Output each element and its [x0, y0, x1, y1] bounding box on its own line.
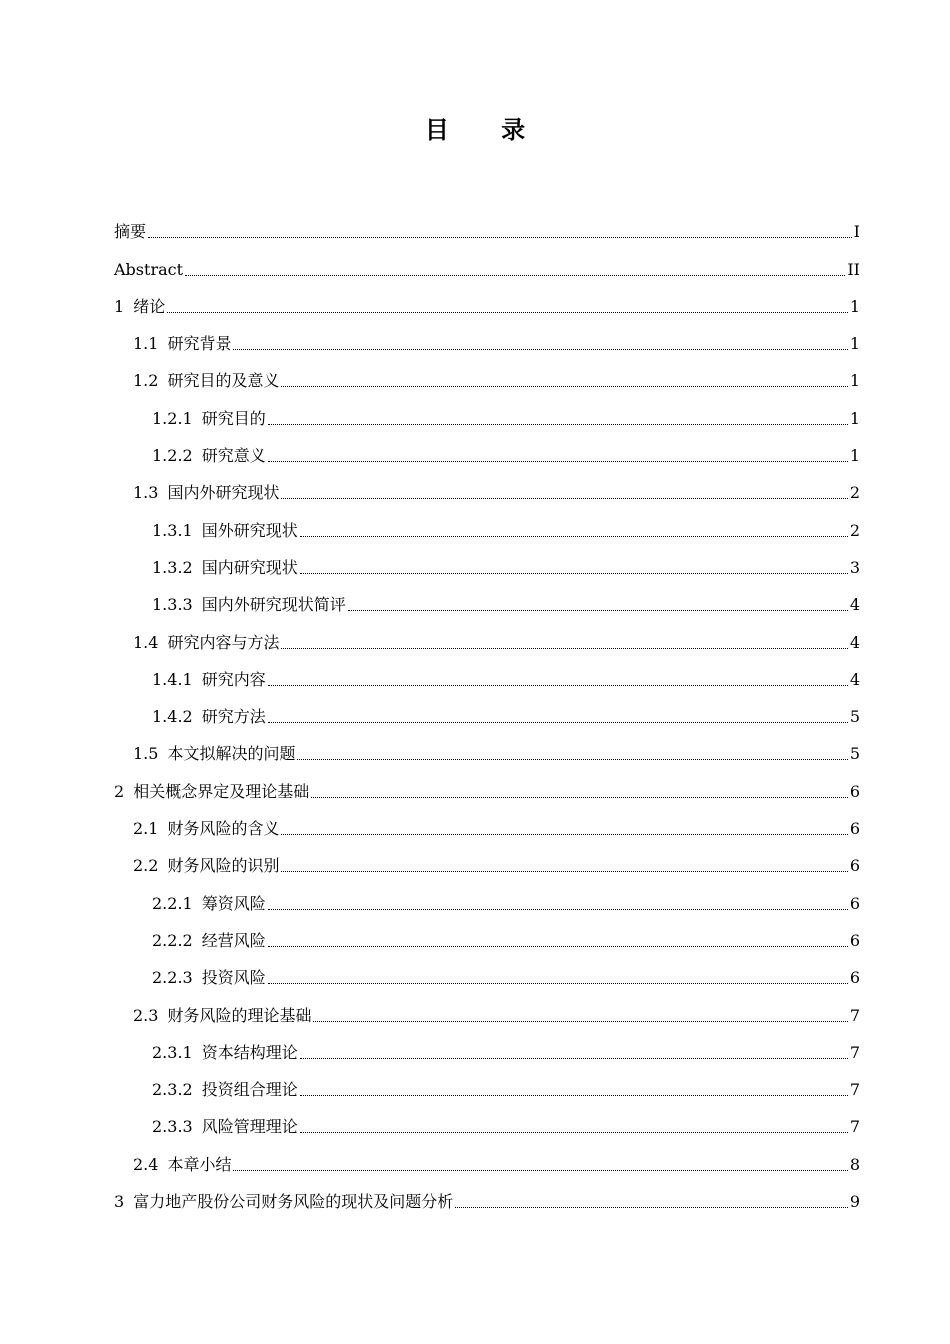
toc-entry[interactable]: [114, 508, 860, 545]
toc-entry-label: [152, 408, 266, 430]
toc-entry-text: 研究意义: [201, 446, 266, 466]
toc-entry[interactable]: [114, 881, 860, 918]
toc-entry-text: 研究背景: [167, 334, 232, 354]
toc-dot-leader: [300, 1057, 848, 1059]
toc-entry[interactable]: [114, 844, 860, 881]
toc-entry-label: [152, 967, 266, 989]
toc-dot-leader: [281, 385, 847, 387]
toc-entry[interactable]: [114, 247, 860, 284]
toc-dot-leader: [268, 908, 848, 910]
toc-entry-number: 1.3.3: [152, 595, 193, 615]
toc-entry[interactable]: [114, 807, 860, 844]
toc-entry-text: 国外研究现状: [201, 520, 298, 540]
toc-entry[interactable]: [114, 993, 860, 1030]
toc-page-number: 3: [849, 557, 860, 577]
toc-dot-leader: [268, 423, 848, 425]
toc-entry-text: 研究目的及意义: [167, 371, 280, 391]
toc-entry-number: 1.1: [133, 334, 159, 354]
toc-entry-label: [152, 1079, 298, 1101]
toc-entry-number: 1.3.2: [152, 557, 193, 577]
toc-entry-number: 2.2.2: [152, 930, 193, 950]
toc-entry-number: 2.2.3: [152, 968, 193, 988]
toc-dot-leader: [233, 1169, 847, 1171]
toc-page-number: 7: [849, 1080, 860, 1100]
toc-entry[interactable]: [114, 1031, 860, 1068]
toc-entry-number: 1.3: [133, 483, 159, 503]
toc-entry-number: 2.3.1: [152, 1042, 193, 1062]
toc-page-number: I: [853, 222, 860, 242]
toc-entry[interactable]: [114, 919, 860, 956]
toc-entry-label: [133, 370, 279, 392]
toc-entry-number: 2.3.2: [152, 1080, 193, 1100]
toc-dot-leader: [313, 1020, 847, 1022]
toc-entry-number: 1.3.1: [152, 520, 193, 540]
toc-page-number: 7: [849, 1005, 860, 1025]
toc-entry-text: 风险管理理论: [201, 1117, 298, 1137]
toc-entry-text: 经营风险: [201, 930, 266, 950]
toc-entry-number: 1.2: [133, 371, 159, 391]
toc-entry-text: 筹资风险: [201, 893, 266, 913]
toc-entry[interactable]: [114, 359, 860, 396]
toc-page-number: 7: [849, 1042, 860, 1062]
toc-dot-leader: [268, 684, 848, 686]
toc-entry-number: 2.4: [133, 1154, 159, 1174]
toc-entry-text: 富力地产股份公司财务风险的现状及问题分析: [133, 1192, 454, 1212]
toc-dot-leader: [300, 1131, 848, 1133]
toc-entry-label: [152, 594, 346, 616]
toc-entry-text: 财务风险的理论基础: [167, 1005, 312, 1025]
toc-entry-text: 资本结构理论: [201, 1042, 298, 1062]
toc-entry-label: [152, 520, 298, 542]
toc-entry-label: [133, 855, 279, 877]
toc-entry-label: [114, 259, 183, 281]
toc-dot-leader: [348, 609, 848, 611]
toc-dot-leader: [281, 497, 847, 499]
toc-entry-label: [133, 333, 231, 355]
toc-entry-text: 研究目的: [201, 408, 266, 428]
toc-dot-leader: [300, 1094, 848, 1096]
toc-dot-leader: [167, 311, 848, 313]
toc-entry-text: 国内外研究现状简评: [201, 595, 346, 615]
toc-entry-text: 国内研究现状: [201, 557, 298, 577]
toc-entry-label: [152, 445, 266, 467]
toc-entry-label: [114, 221, 146, 243]
toc-dot-leader: [268, 945, 848, 947]
toc-entry-label: [133, 632, 279, 654]
toc-entry-label: [152, 930, 266, 952]
toc-entry-number: 1.2.1: [152, 408, 193, 428]
toc-dot-leader: [297, 758, 847, 760]
toc-page-number: 4: [849, 595, 860, 615]
toc-entry-label: [152, 557, 298, 579]
toc-page-number: 1: [849, 334, 860, 354]
toc-entry[interactable]: [114, 546, 860, 583]
toc-dot-leader: [268, 982, 848, 984]
toc-entry-text: 投资风险: [201, 968, 266, 988]
toc-entry[interactable]: [114, 620, 860, 657]
toc-page-number: 4: [849, 669, 860, 689]
toc-entry-text: 本章小结: [167, 1154, 232, 1174]
toc-page-number: 1: [849, 446, 860, 466]
toc-entry-label: [114, 296, 165, 318]
toc-entry-label: [152, 669, 266, 691]
toc-dot-leader: [148, 236, 852, 238]
toc-entry-text: 摘要: [114, 222, 147, 242]
toc-dot-leader: [268, 721, 848, 723]
toc-entry-label: [152, 893, 266, 915]
toc-page-number: 1: [849, 296, 860, 316]
toc-entry-label: [152, 706, 266, 728]
toc-entry[interactable]: [114, 396, 860, 433]
toc-entry-label: [133, 482, 279, 504]
toc-entry-number: 1.4.1: [152, 669, 193, 689]
toc-dot-leader: [311, 796, 848, 798]
toc-page-number: 8: [849, 1154, 860, 1174]
toc-entry-number: 2.2.1: [152, 893, 193, 913]
toc-entry[interactable]: [114, 658, 860, 695]
toc-entry-number: 2: [114, 781, 125, 801]
toc-entry-text: 绪论: [133, 296, 166, 316]
toc-entry[interactable]: [114, 583, 860, 620]
toc-entry-number: 2.1: [133, 819, 159, 839]
toc-entry-label: [133, 818, 279, 840]
toc-page-number: 5: [849, 707, 860, 727]
toc-page-number: 6: [849, 856, 860, 876]
toc-entry-number: 3: [114, 1192, 125, 1212]
toc-dot-leader: [185, 274, 845, 276]
toc-page-number: 1: [849, 408, 860, 428]
toc-entry-text: 本文拟解决的问题: [167, 744, 296, 764]
toc-entry-text: 研究内容: [201, 669, 266, 689]
toc-dot-leader: [233, 348, 847, 350]
toc-entry-number: 1.4: [133, 632, 159, 652]
toc-entry-label: [114, 1191, 453, 1213]
toc-entry-label: [133, 1005, 311, 1027]
toc-entry[interactable]: [114, 769, 860, 806]
toc-entry[interactable]: [114, 956, 860, 993]
toc-page-number: 6: [849, 968, 860, 988]
toc-entry-text: Abstract: [114, 259, 184, 279]
toc-entry[interactable]: [114, 434, 860, 471]
toc-page-number: 7: [849, 1117, 860, 1137]
page-title: 目 录: [424, 116, 548, 144]
toc-entry-text: 财务风险的含义: [167, 819, 280, 839]
toc-dot-leader: [268, 460, 848, 462]
toc-entry-text: 财务风险的识别: [167, 856, 280, 876]
toc-entry-label: [133, 743, 295, 765]
toc-entry-number: 2.3.3: [152, 1117, 193, 1137]
toc-page-number: 2: [849, 483, 860, 503]
toc-entry-label: [152, 1116, 298, 1138]
toc-entry[interactable]: [114, 285, 860, 322]
toc-entry-number: 1: [114, 296, 125, 316]
toc-page-number: 6: [849, 893, 860, 913]
toc-page-number: 2: [849, 520, 860, 540]
toc-page-number: II: [847, 259, 860, 279]
toc-dot-leader: [281, 647, 847, 649]
toc-entry-text: 研究方法: [201, 707, 266, 727]
toc-page-number: 6: [849, 819, 860, 839]
toc-page-number: 9: [849, 1192, 860, 1212]
toc-dot-leader: [281, 870, 847, 872]
toc-dot-leader: [281, 833, 847, 835]
toc-dot-leader: [455, 1206, 848, 1208]
toc-entry-text: 研究内容与方法: [167, 632, 280, 652]
toc-entry[interactable]: [114, 732, 860, 769]
toc-entry[interactable]: [114, 322, 860, 359]
toc-entry[interactable]: [114, 471, 860, 508]
toc-page-number: 1: [849, 371, 860, 391]
toc-entry[interactable]: [114, 1142, 860, 1179]
toc-page-number: 4: [849, 632, 860, 652]
toc-entry-label: [152, 1042, 298, 1064]
toc-entry-text: 相关概念界定及理论基础: [133, 781, 310, 801]
toc-entry[interactable]: [114, 1105, 860, 1142]
toc-entry[interactable]: [114, 1180, 860, 1217]
toc-entry-text: 国内外研究现状: [167, 483, 280, 503]
toc-entry-number: 1.5: [133, 744, 159, 764]
toc-page-number: 5: [849, 744, 860, 764]
toc-entry-number: 2.2: [133, 856, 159, 876]
toc-page-number: 6: [849, 781, 860, 801]
toc-entry-text: 投资组合理论: [201, 1080, 298, 1100]
toc-dot-leader: [300, 572, 848, 574]
toc-entry-number: 1.4.2: [152, 707, 193, 727]
toc-entry-label: [133, 1154, 231, 1176]
toc-entry-number: 2.3: [133, 1005, 159, 1025]
toc-entry-label: [114, 781, 309, 803]
toc-dot-leader: [300, 535, 848, 537]
toc-entry[interactable]: [114, 695, 860, 732]
toc-entry-number: 1.2.2: [152, 446, 193, 466]
toc-entry[interactable]: [114, 1068, 860, 1105]
toc-entry[interactable]: [114, 210, 860, 247]
toc-page-number: 6: [849, 930, 860, 950]
table-of-contents: [114, 210, 860, 1217]
